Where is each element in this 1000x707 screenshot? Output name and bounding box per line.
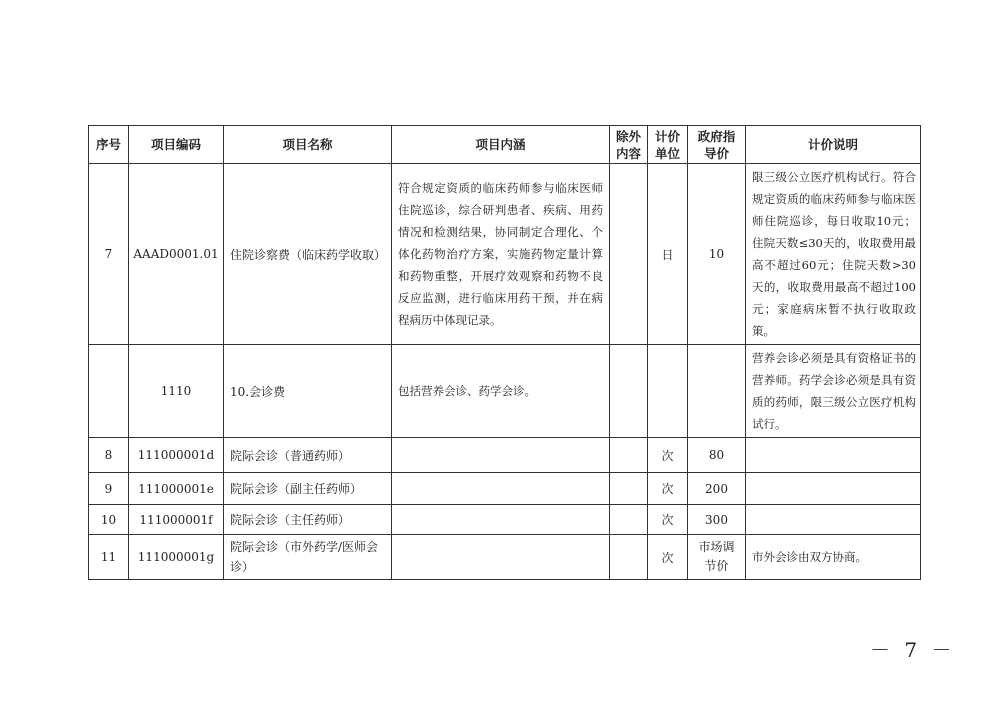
cell-price [688,345,746,438]
header-price: 政府指 导价 [688,126,746,164]
cell-price: 10 [688,164,746,345]
cell-excluded [610,438,648,473]
table-row [89,164,921,345]
cell-unit: 日 [648,164,688,345]
page-number: － 7 － [870,638,956,662]
table-row [89,505,921,535]
cell-price: 300 [688,505,746,535]
cell-excluded [610,535,648,580]
header-excluded: 除外 内容 [610,126,648,164]
cell-name: 住院诊察费（临床药学收取） [224,164,392,345]
cell-unit: 次 [648,505,688,535]
cell-unit: 次 [648,535,688,580]
cell-note [746,438,921,473]
table-row [89,345,921,438]
cell-name: 院际会诊（市外药学/医师会诊） [224,535,392,580]
cell-unit: 次 [648,473,688,505]
header-name: 项目名称 [224,126,392,164]
cell-price: 80 [688,438,746,473]
cell-code: 111000001g [129,535,224,580]
cell-seq: 7 [89,164,129,345]
cell-unit [648,345,688,438]
fee-table [88,125,921,580]
cell-excluded [610,505,648,535]
cell-note [746,473,921,505]
table-row [89,535,921,580]
cell-code: AAAD0001.01 [129,164,224,345]
cell-code: 111000001d [129,438,224,473]
header-unit: 计价 单位 [648,126,688,164]
cell-unit: 次 [648,438,688,473]
cell-content [392,505,610,535]
header-content: 项目内涵 [392,126,610,164]
cell-price: 市场调 节价 [688,535,746,580]
cell-note: 营养会诊必须是具有资格证书的营养师。药学会诊必须是具有资质的药师，限三级公立医疗机构试行。 [746,345,921,438]
cell-content [392,535,610,580]
header-code: 项目编码 [129,126,224,164]
cell-code: 111000001f [129,505,224,535]
cell-seq: 9 [89,473,129,505]
cell-note: 市外会诊由双方协商。 [746,535,921,580]
cell-note [746,505,921,535]
cell-content [392,473,610,505]
header-seq: 序号 [89,126,129,164]
cell-name: 院际会诊（副主任药师） [224,473,392,505]
cell-excluded [610,164,648,345]
table-header-row [89,126,921,164]
cell-name: 院际会诊（普通药师） [224,438,392,473]
header-note: 计价说明 [746,126,921,164]
cell-excluded [610,345,648,438]
cell-code: 111000001e [129,473,224,505]
cell-code: 1110 [129,345,224,438]
cell-content [392,438,610,473]
cell-content: 包括营养会诊、药学会诊。 [392,345,610,438]
table-row [89,438,921,473]
cell-price: 200 [688,473,746,505]
cell-seq: 11 [89,535,129,580]
table-row [89,473,921,505]
cell-seq [89,345,129,438]
cell-excluded [610,473,648,505]
cell-note: 限三级公立医疗机构试行。符合规定资质的临床药师参与临床医师住院巡诊，每日收取10元；住院天数≤30天的，收取费用最高不超过60元；住院天数>30天的，收取费用最高不超过100元；家庭病床暂不执行收取政策。 [746,164,921,345]
cell-content: 符合规定资质的临床药师参与临床医师住院巡诊，综合研判患者、疾病、用药情况和检测结果，协同制定合理化、个体化药物治疗方案，实施药物定量计算和药物重整，开展疗效观察和药物不良反应监测，进行临床用药干预，并在病程病历中体现记录。 [392,164,610,345]
cell-name: 10.会诊费 [224,345,392,438]
cell-seq: 8 [89,438,129,473]
cell-name: 院际会诊（主任药师） [224,505,392,535]
cell-seq: 10 [89,505,129,535]
